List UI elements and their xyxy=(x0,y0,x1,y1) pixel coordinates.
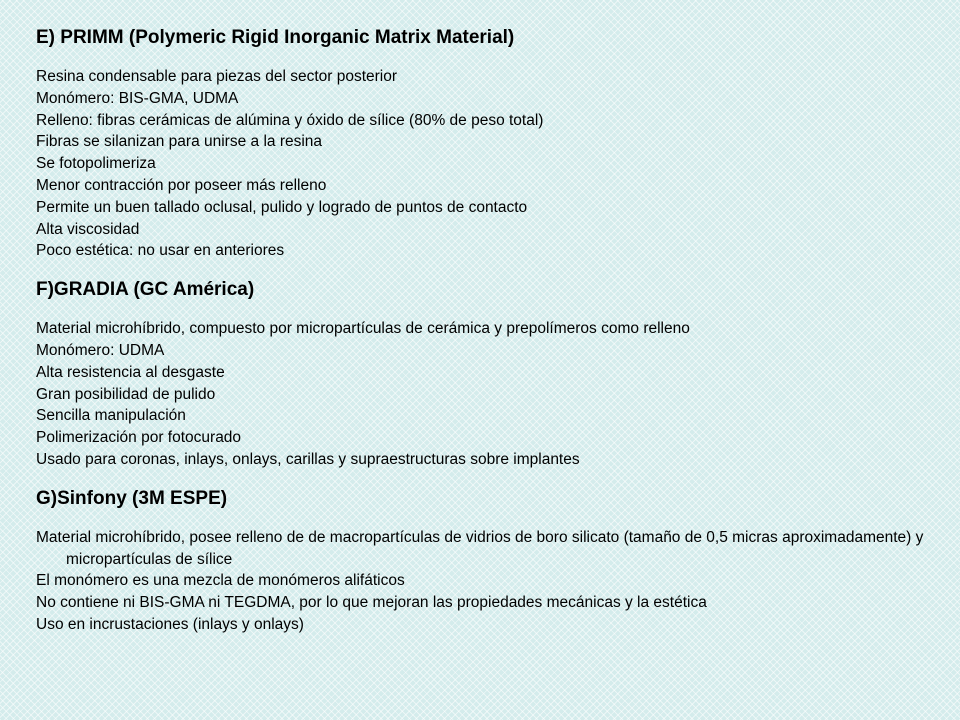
list-item: Uso en incrustaciones (inlays y onlays) xyxy=(36,615,304,633)
list-item: Menor contracción por poseer más relleno xyxy=(36,176,327,194)
list-item: Sencilla manipulación xyxy=(36,407,186,425)
list-item: Alta resistencia al desgaste xyxy=(36,363,225,381)
list-item: Polimerización por fotocurado xyxy=(36,429,242,447)
list-item: El monómero es una mezcla de monómeros alifáticos xyxy=(36,572,405,590)
list-item: Material microhíbrido, compuesto por micropartículas de cerámica y prepolímeros como relleno xyxy=(36,320,690,338)
list-item: Usado para coronas, inlays, onlays, carillas y supraestructuras sobre implantes xyxy=(36,450,580,468)
list-item: Permite un buen tallado oclusal, pulido y logrado de puntos de contacto xyxy=(36,198,528,216)
list-item: Relleno: fibras cerámicas de alúmina y óxido de sílice (80% de peso total) xyxy=(36,111,544,129)
item-list xyxy=(36,318,926,471)
list-item: Monómero: UDMA xyxy=(36,341,165,359)
section-primm xyxy=(36,26,926,262)
list-item: Resina condensable para piezas del sector posterior xyxy=(36,68,398,85)
item-list xyxy=(36,527,926,636)
section-sinfony xyxy=(36,487,926,636)
list-item: No contiene ni BIS-GMA ni TEGDMA, por lo que mejoran las propiedades mecánicas y la estética xyxy=(36,594,707,612)
slide-content xyxy=(36,26,926,636)
section-title: F)GRADIA (GC América) xyxy=(36,279,255,301)
section-title: G)Sinfony (3M ESPE) xyxy=(36,487,228,509)
list-item: Material microhíbrido, posee relleno de de macropartículas de vidrios de boro silicato (tamaño de 0,5 micras aproximadamente) y micropartículas de sílice xyxy=(36,528,924,568)
list-item: Se fotopolimeriza xyxy=(36,155,156,173)
list-item: Gran posibilidad de pulido xyxy=(36,385,216,403)
section-gradia xyxy=(36,278,926,471)
list-item: Alta viscosidad xyxy=(36,220,140,238)
section-title: E) PRIMM (Polymeric Rigid Inorganic Matrix Material) xyxy=(36,27,515,48)
item-list xyxy=(36,66,926,262)
list-item: Fibras se silanizan para unirse a la resina xyxy=(36,133,323,151)
list-item: Poco estética: no usar en anteriores xyxy=(36,242,285,260)
list-item: Monómero: BIS-GMA, UDMA xyxy=(36,89,239,107)
